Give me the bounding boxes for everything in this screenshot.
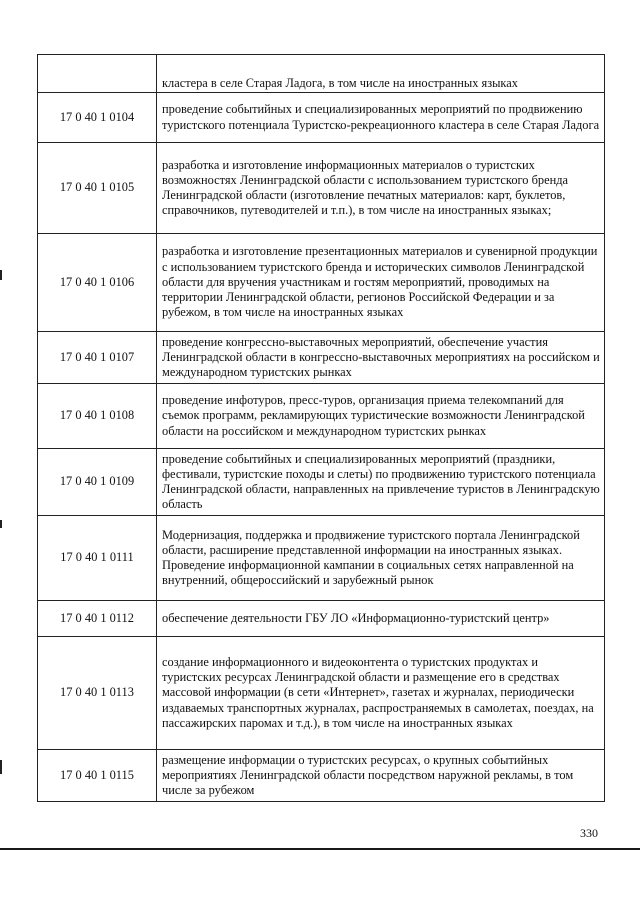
description-cell: кластера в селе Старая Ладога, в том числе на иностранных языках bbox=[157, 55, 605, 93]
table-row bbox=[38, 384, 605, 449]
code-cell bbox=[38, 55, 157, 93]
description-cell: разработка и изготовление информационных материалов о туристских возможностях Ленинградской области с использованием туристского бренда Ленинградской области (изготовление печатных материалов: карт, буклетов, справочников, путеводителей и т.п.), в том числе на иностранных языках; bbox=[157, 143, 605, 234]
code-cell: 17 0 40 1 0105 bbox=[38, 143, 157, 234]
description-cell: размещение информации о туристских ресурсах, о крупных событийных мероприятиях Ленинградской области посредством наружной рекламы, в том числе за рубежом bbox=[157, 750, 605, 802]
table-row bbox=[38, 601, 605, 637]
description-cell: создание информационного и видеоконтента о туристских продуктах и туристских ресурсах Ленинградской области и размещение его в средствах массовой информации (в сети «Интернет», газетах и журналах, периодически издаваемых транспортных журналах, распространяемых в самолетах, поездах, на пассажирских паромах и т.д.), в том числе на иностранных языках bbox=[157, 637, 605, 750]
description-cell: проведение инфотуров, пресс-туров, организация приема телекомпаний для съемок программ, рекламирующих туристические возможности Ленинградской области на российском и международном туристских рынках bbox=[157, 384, 605, 449]
description-cell: обеспечение деятельности ГБУ ЛО «Информационно-туристский центр» bbox=[157, 601, 605, 637]
description-cell: разработка и изготовление презентационных материалов и сувенирной продукции с использованием туристского бренда и исторических символов Ленинградской области для вручения участникам и гостям мероприятий, проводимых на территории Ленинградской области, регионов Российской Федерации и за рубежом, в том числе на иностранных языках bbox=[157, 234, 605, 332]
scan-edge-mark bbox=[0, 760, 2, 774]
code-cell: 17 0 40 1 0106 bbox=[38, 234, 157, 332]
scan-border-line bbox=[0, 848, 640, 850]
table-row bbox=[38, 516, 605, 601]
table-row bbox=[38, 55, 605, 93]
code-cell: 17 0 40 1 0109 bbox=[38, 449, 157, 516]
page-number: 330 bbox=[580, 826, 598, 840]
table-row bbox=[38, 637, 605, 750]
table-row bbox=[38, 750, 605, 802]
code-cell: 17 0 40 1 0108 bbox=[38, 384, 157, 449]
code-cell: 17 0 40 1 0112 bbox=[38, 601, 157, 637]
description-cell: проведение событийных и специализированных мероприятий (праздники, фестивали, туристские походы и слеты) по продвижению туристского потенциала Ленинградской области, направленных на привлечение туристов в Ленинградскую область bbox=[157, 449, 605, 516]
scan-edge-mark bbox=[0, 520, 2, 528]
table-row bbox=[38, 93, 605, 143]
table-row bbox=[38, 332, 605, 384]
table-row bbox=[38, 449, 605, 516]
scan-edge-mark bbox=[0, 270, 2, 280]
description-cell: проведение событийных и специализированных мероприятий по продвижению туристского потенциала Туристско-рекреационного кластера в селе Старая Ладога bbox=[157, 93, 605, 143]
table-row bbox=[38, 234, 605, 332]
description-cell: Модернизация, поддержка и продвижение туристского портала Ленинградской области, расширение представленной информации на иностранных языках. Проведение информационной кампании в социальных сетях направленной на внутренний, общероссийский и зарубежный рынок bbox=[157, 516, 605, 601]
code-cell: 17 0 40 1 0111 bbox=[38, 516, 157, 601]
description-cell: проведение конгрессно-выставочных мероприятий, обеспечение участия Ленинградской области в конгрессно-выставочных мероприятиях на российском и международном туристских рынках bbox=[157, 332, 605, 384]
code-cell: 17 0 40 1 0113 bbox=[38, 637, 157, 750]
code-cell: 17 0 40 1 0107 bbox=[38, 332, 157, 384]
table-row bbox=[38, 143, 605, 234]
budget-code-table bbox=[37, 54, 605, 802]
code-cell: 17 0 40 1 0104 bbox=[38, 93, 157, 143]
code-cell: 17 0 40 1 0115 bbox=[38, 750, 157, 802]
